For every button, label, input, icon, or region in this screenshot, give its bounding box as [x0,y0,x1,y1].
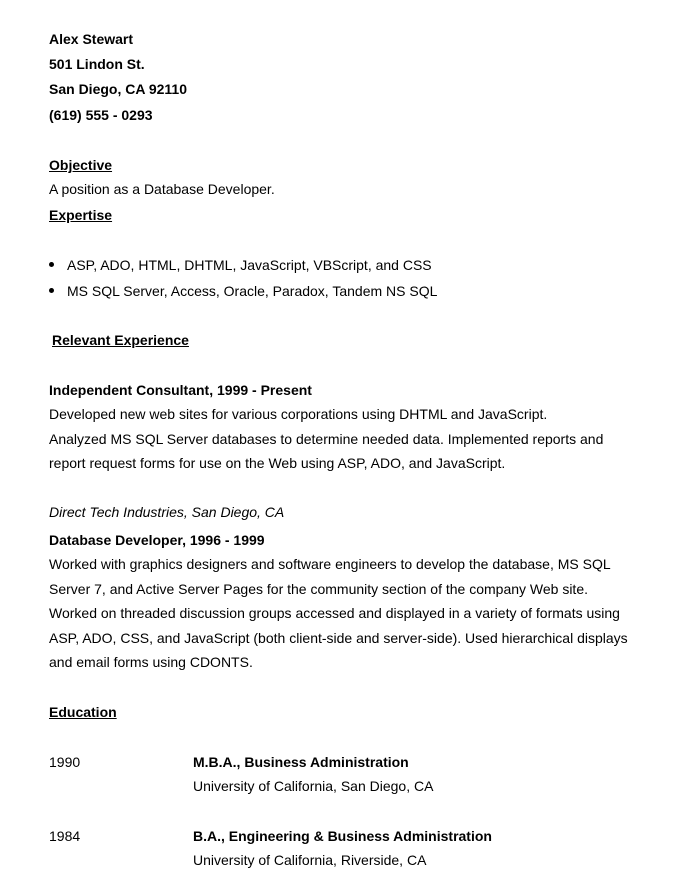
bullet-icon [49,288,54,293]
education-school: University of California, Riverside, CA [193,852,427,868]
job2-line: Worked on threaded discussion groups accessed and displayed in a variety of formats using [49,605,620,621]
job1-line: report request forms for use on the Web using ASP, ADO, and JavaScript. [49,455,506,471]
job1-title: Independent Consultant, 1999 - Present [49,382,312,398]
objective-text: A position as a Database Developer. [49,181,275,197]
education-year: 1990 [49,754,81,770]
job2-company: Direct Tech Industries, San Diego, CA [49,504,285,520]
contact-phone: (619) 555 - 0293 [49,107,153,123]
job1-line: Developed new web sites for various corporations using DHTML and JavaScript. [49,406,548,422]
experience-heading: Relevant Experience [52,332,189,348]
contact-street: 501 Lindon St. [49,56,145,72]
objective-heading: Objective [49,157,113,173]
job2-line: Server 7, and Active Server Pages for the community section of the company Web site. [49,581,588,597]
contact-city: San Diego, CA 92110 [49,81,187,97]
job2-line: Worked with graphics designers and software engineers to develop the database, MS SQL [49,556,611,572]
education-school: University of California, San Diego, CA [193,778,434,794]
job1-line: Analyzed MS SQL Server databases to determine needed data. Implemented reports and [49,431,604,447]
education-degree: M.B.A., Business Administration [193,754,409,770]
expertise-heading: Expertise [49,207,113,223]
education-degree: B.A., Engineering & Business Administration [193,828,492,844]
job2-line: ASP, ADO, CSS, and JavaScript (both client-side and server-side). Used hierarchical displays [49,630,628,646]
bullet-icon [49,262,54,267]
job2-title: Database Developer, 1996 - 1999 [49,532,265,548]
contact-name: Alex Stewart [49,31,134,47]
job2-line: and email forms using CDONTS. [49,654,253,670]
expertise-item: MS SQL Server, Access, Oracle, Paradox, Tandem NS SQL [67,283,438,299]
expertise-item: ASP, ADO, HTML, DHTML, JavaScript, VBScript, and CSS [67,257,432,273]
education-heading: Education [49,704,117,720]
education-year: 1984 [49,828,81,844]
